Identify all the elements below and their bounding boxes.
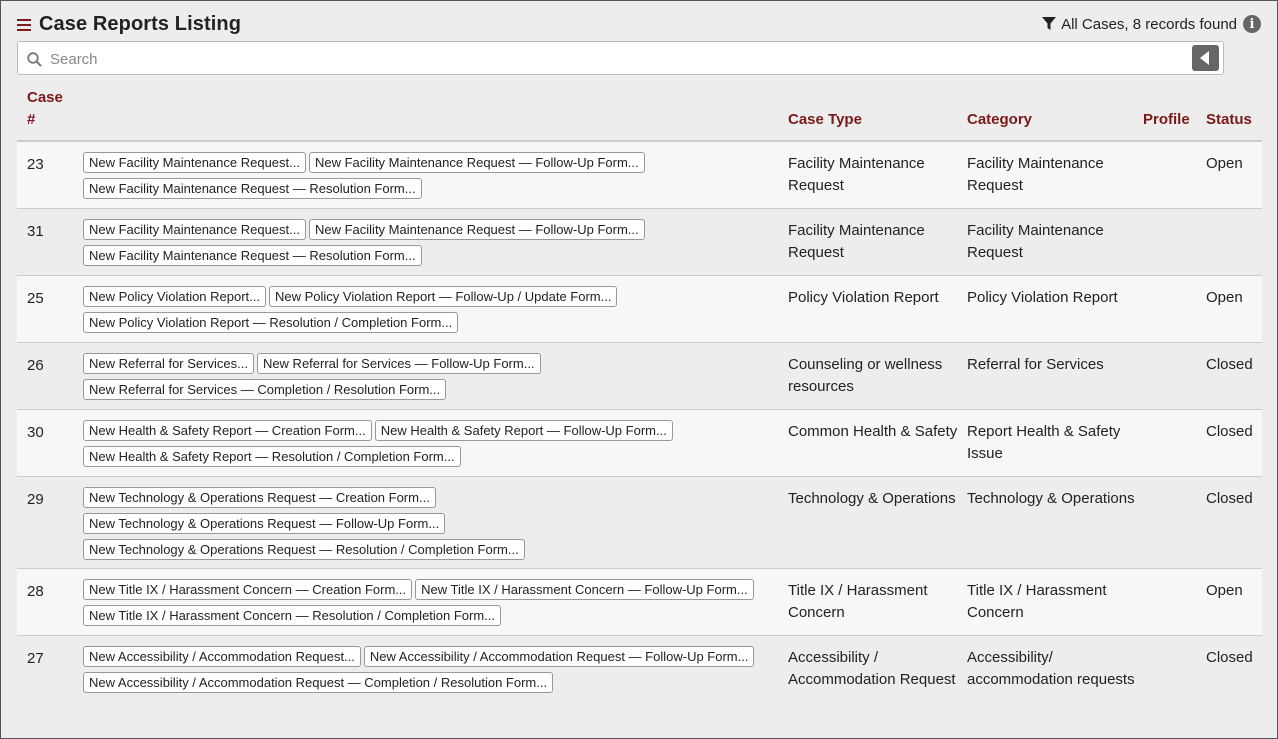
search-bar — [17, 41, 1224, 75]
cases-table — [17, 87, 1262, 716]
form-link[interactable]: New Policy Violation Report — Resolution / Completion Form... — [83, 312, 458, 333]
form-link[interactable]: New Title IX / Harassment Concern — Creation Form... — [83, 579, 412, 600]
table-row[interactable] — [17, 477, 1262, 569]
case-number: 30 — [27, 424, 44, 441]
table-row[interactable] — [17, 142, 1262, 209]
column-header-case-number[interactable]: Case # — [27, 89, 63, 128]
form-link[interactable]: New Title IX / Harassment Concern — Resolution / Completion Form... — [83, 605, 501, 626]
column-header-status[interactable]: Status — [1206, 111, 1252, 128]
column-header-profile[interactable]: Profile — [1143, 111, 1190, 128]
case-number: 25 — [27, 290, 44, 307]
form-link[interactable]: New Accessibility / Accommodation Request... — [83, 646, 361, 667]
form-links — [83, 579, 773, 631]
table-row[interactable] — [17, 410, 1262, 477]
form-link[interactable]: New Referral for Services — Follow-Up Form... — [257, 353, 541, 374]
case-type: Common Health & Safety — [788, 423, 958, 440]
table-row[interactable] — [17, 636, 1262, 716]
status: Open — [1206, 582, 1243, 599]
filter-summary — [1042, 15, 1261, 33]
category: Policy Violation Report — [967, 289, 1118, 306]
table-row[interactable] — [17, 569, 1262, 636]
category: Accessibility/ accommodation requests — [967, 649, 1135, 688]
form-link[interactable]: New Accessibility / Accommodation Request — Completion / Resolution Form... — [83, 672, 553, 693]
info-icon[interactable]: i — [1243, 15, 1261, 33]
search-icon — [27, 52, 42, 67]
case-type: Accessibility / Accommodation Request — [788, 649, 956, 688]
form-link[interactable]: New Health & Safety Report — Resolution / Completion Form... — [83, 446, 461, 467]
form-link[interactable]: New Accessibility / Accommodation Request — Follow-Up Form... — [364, 646, 755, 667]
status: Closed — [1206, 423, 1253, 440]
case-number: 28 — [27, 583, 44, 600]
form-links — [83, 152, 773, 204]
chevron-left-icon — [1200, 51, 1209, 65]
form-link[interactable]: New Facility Maintenance Request — Follow-Up Form... — [309, 152, 645, 173]
form-links — [83, 646, 773, 698]
category: Facility Maintenance Request — [967, 155, 1104, 194]
form-link[interactable]: New Policy Violation Report... — [83, 286, 266, 307]
form-link[interactable]: New Facility Maintenance Request... — [83, 152, 306, 173]
case-type: Facility Maintenance Request — [788, 222, 925, 261]
form-link[interactable]: New Facility Maintenance Request... — [83, 219, 306, 240]
form-link[interactable]: New Technology & Operations Request — Follow-Up Form... — [83, 513, 445, 534]
search-input[interactable] — [48, 46, 1192, 72]
page-header — [17, 13, 1261, 41]
status: Open — [1206, 155, 1243, 172]
hamburger-menu-icon[interactable] — [17, 19, 31, 33]
table-row[interactable] — [17, 343, 1262, 410]
case-number: 31 — [27, 223, 44, 240]
table-header — [17, 87, 1262, 142]
filter-text: All Cases, 8 records found — [1061, 15, 1237, 33]
form-link[interactable]: New Health & Safety Report — Follow-Up Form... — [375, 420, 673, 441]
category: Report Health & Safety Issue — [967, 423, 1121, 462]
category: Technology & Operations — [967, 490, 1135, 507]
form-link[interactable]: New Title IX / Harassment Concern — Follow-Up Form... — [415, 579, 754, 600]
case-type: Policy Violation Report — [788, 289, 939, 306]
filter-icon[interactable] — [1042, 17, 1056, 31]
form-links — [83, 487, 543, 565]
form-link[interactable]: New Technology & Operations Request — Creation Form... — [83, 487, 436, 508]
column-header-case-type[interactable]: Case Type — [788, 111, 862, 128]
column-header-category[interactable]: Category — [967, 111, 1033, 128]
form-links — [83, 219, 773, 271]
category: Facility Maintenance Request — [967, 222, 1104, 261]
case-type: Facility Maintenance Request — [788, 155, 925, 194]
case-type: Counseling or wellness resources — [788, 356, 943, 395]
table-row[interactable] — [17, 209, 1262, 276]
case-number: 23 — [27, 156, 44, 173]
case-type: Technology & Operations — [788, 490, 956, 507]
category: Title IX / Harassment Concern — [967, 582, 1107, 621]
form-links — [83, 420, 773, 472]
form-link[interactable]: New Facility Maintenance Request — Resolution Form... — [83, 178, 422, 199]
collapse-panel-button[interactable] — [1192, 45, 1219, 71]
category: Referral for Services — [967, 356, 1104, 373]
page-title: Case Reports Listing — [39, 13, 242, 35]
form-link[interactable]: New Health & Safety Report — Creation Form... — [83, 420, 372, 441]
form-links — [83, 353, 773, 405]
form-link[interactable]: New Referral for Services... — [83, 353, 254, 374]
status: Closed — [1206, 649, 1253, 666]
status: Open — [1206, 289, 1243, 306]
case-type: Title IX / Harassment Concern — [788, 582, 928, 621]
table-row[interactable] — [17, 276, 1262, 343]
case-number: 29 — [27, 491, 44, 508]
form-link[interactable]: New Referral for Services — Completion / Resolution Form... — [83, 379, 446, 400]
form-link[interactable]: New Technology & Operations Request — Resolution / Completion Form... — [83, 539, 525, 560]
form-link[interactable]: New Policy Violation Report — Follow-Up / Update Form... — [269, 286, 617, 307]
form-link[interactable]: New Facility Maintenance Request — Resolution Form... — [83, 245, 422, 266]
case-number: 27 — [27, 650, 44, 667]
form-link[interactable]: New Facility Maintenance Request — Follow-Up Form... — [309, 219, 645, 240]
form-links — [83, 286, 773, 338]
status: Closed — [1206, 356, 1253, 373]
status: Closed — [1206, 490, 1253, 507]
case-number: 26 — [27, 357, 44, 374]
